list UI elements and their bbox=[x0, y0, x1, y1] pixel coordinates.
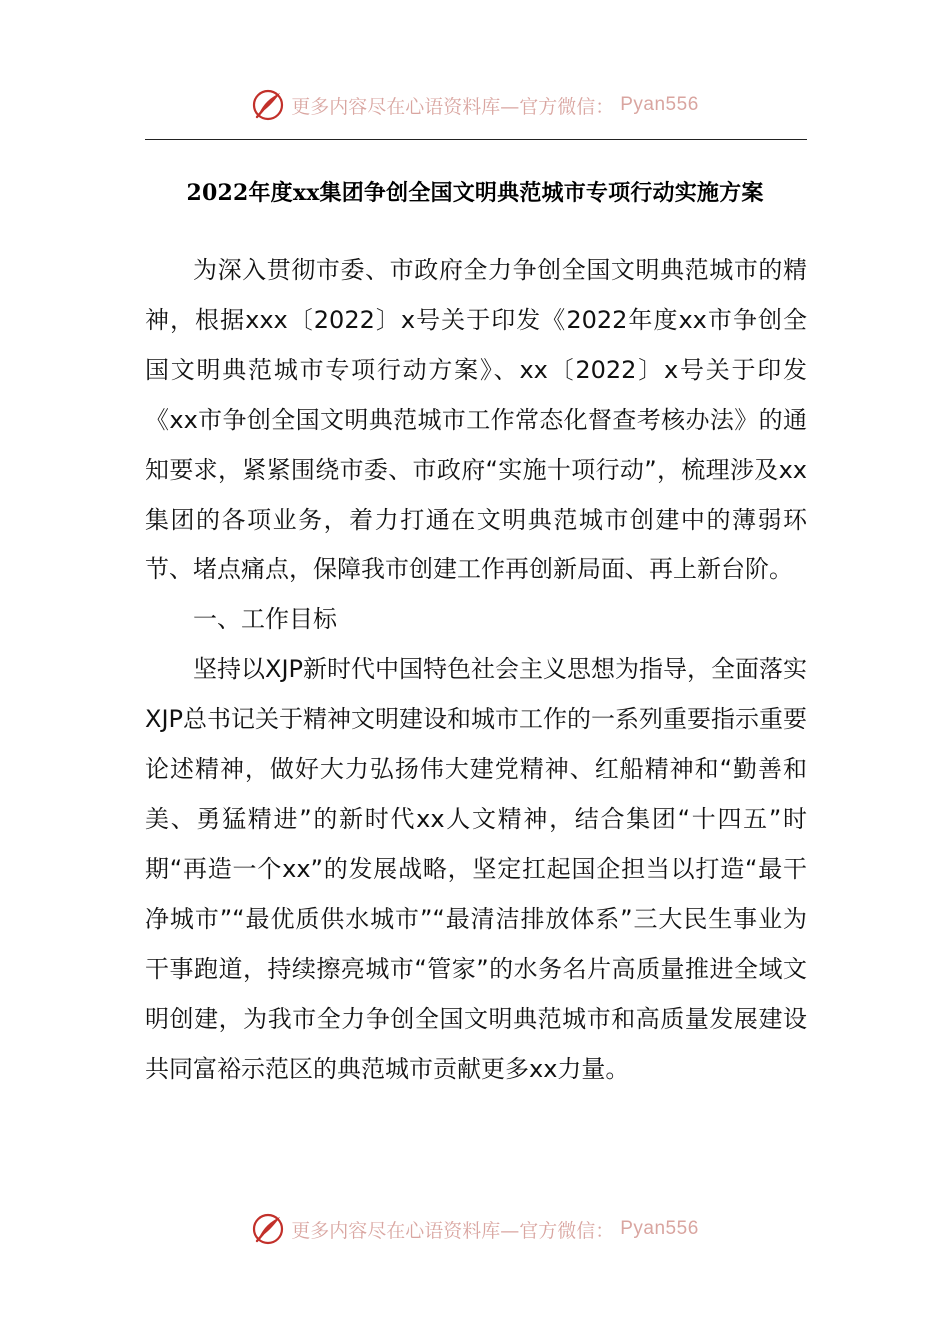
paragraph-intro: 为深入贯彻市委、市政府全力争创全国文明典范城市的精神，根据xxx〔2022〕x号关于印发《2022年度xx市争创全国文明典范城市专项行动方案》、xx〔2022〕x号关于印发《xx市争创全国文明典范城市工作常态化督查考核办法》的通知要求，紧紧围绕市委、市政府“实施十项行动”，梳理涉及xx集团的各项业务，着力打通在文明典范城市创建中的薄弱环节、堵点痛点，保障我市创建工作再创新局面、再上新台阶。 bbox=[145, 256, 807, 584]
quill-logo-icon bbox=[251, 88, 285, 122]
footer-watermark bbox=[0, 1212, 950, 1246]
quill-logo-icon bbox=[251, 1212, 285, 1246]
document-title: 2022年度xx集团争创全国文明典范城市专项行动实施方案 bbox=[186, 180, 764, 206]
document-body bbox=[145, 246, 807, 1094]
header-divider bbox=[145, 139, 807, 140]
watermark-wechat-id: Pyan556 bbox=[620, 1218, 699, 1239]
watermark-text: 更多内容尽在心语资料库—官方微信： bbox=[291, 1219, 615, 1242]
paragraph-goals: 坚持以XJP新时代中国特色社会主义思想为指导，全面落实XJP总书记关于精神文明建设和城市工作的一系列重要指示重要论述精神，做好大力弘扬伟大建党精神、红船精神和“勤善和美、勇猛精进”的新时代xx人文精神，结合集团“十四五”时期“再造一个xx”的发展战略，坚定扛起国企担当以打造“最干净城市”“最优质供水城市”“最清洁排放体系”三大民生事业为干事跑道，持续擦亮城市“管家”的水务名片高质量推进全域文明创建，为我市全力争创全国文明典范城市和高质量发展建设共同富裕示范区的典范城市贡献更多xx力量。 bbox=[145, 655, 807, 1083]
watermark-wechat-id: Pyan556 bbox=[620, 94, 699, 115]
section-heading-goals: 一、工作目标 bbox=[193, 605, 337, 634]
watermark-text: 更多内容尽在心语资料库—官方微信： bbox=[291, 95, 615, 118]
header-watermark bbox=[0, 88, 950, 122]
